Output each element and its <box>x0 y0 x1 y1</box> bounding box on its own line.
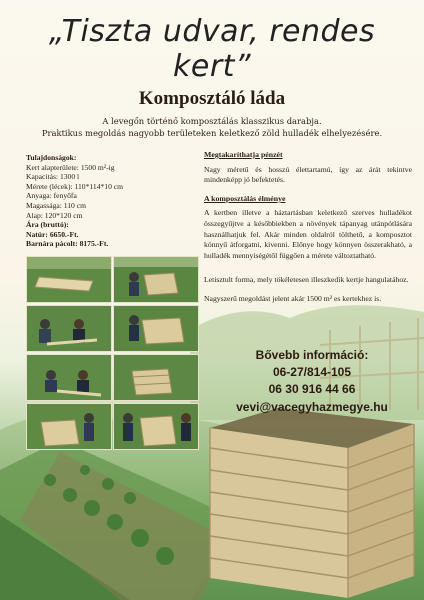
contact-title: Bővebb információ: <box>255 348 369 362</box>
assembly-photo <box>113 305 199 352</box>
intro-line: A levegőn történő komposztálás klasszikus darabja. <box>102 116 322 126</box>
price-stained: Barnára pácolt: 8175.-Ft. <box>26 239 109 249</box>
closing-text: Letisztult forma, mely tökéletesen illeszkedik kertje hangulatához. <box>204 275 409 285</box>
section-text: Nagy méretű és hosszú élettartamú, így az árát tekintve mindenképp jó befektetés. <box>204 164 412 185</box>
mobile-number[interactable]: 06 30 916 44 66 <box>268 382 356 396</box>
closing-text: Nagyszerű megoldást jelent akár 1500 m² es kertekhez is. <box>204 293 382 303</box>
assembly-photo <box>113 354 199 401</box>
assembly-photo <box>26 403 112 450</box>
compost-box-illustration <box>210 408 414 598</box>
contact-info <box>200 347 424 415</box>
assembly-photo <box>26 354 112 401</box>
assembly-photo <box>26 256 112 303</box>
section-heading: Megtakaríthatja pénzét <box>204 150 283 159</box>
intro-line: Praktikus megoldás nagyobb területeken keletkező zöld hulladék elhelyezésére. <box>41 128 383 138</box>
spec-line: Kapacitás: 1300 l <box>26 172 80 182</box>
page-title: „Tiszta udvar, rendes kert” <box>48 14 376 84</box>
assembly-photo <box>26 305 112 352</box>
price-title: Ára (bruttó): <box>26 220 69 230</box>
spec-line: Alap: 120*120 cm <box>26 210 83 220</box>
description-column <box>204 150 412 313</box>
spec-line: Magassága: 110 cm <box>26 200 87 210</box>
specs-title: Tulajdonságok: <box>26 153 77 162</box>
spec-line: Mérete (lécek): 110*114*10 cm <box>26 181 124 191</box>
phone-number[interactable]: 06-27/814-105 <box>272 365 352 379</box>
spec-line: Anyaga: fenyőfa <box>26 191 77 201</box>
email-address[interactable]: vevi@vacegyhazmegye.hu <box>236 400 388 414</box>
product-heading: Komposztáló láda <box>138 88 286 109</box>
intro-text <box>10 115 414 139</box>
price-natural: Natúr: 6650.-Ft. <box>26 229 79 239</box>
section-heading: A komposztálás élménye <box>204 193 286 203</box>
assembly-photo <box>113 403 199 450</box>
assembly-photo <box>113 256 199 303</box>
section-text: A kertben illetve a háztartásban keletkező szerves hulladékot összegyűjtve a későbbiekben a növények tápanyag utánpótlására használhatjuk fel. Akár minden oldalról tölthető, a komposztot könnyű átforgatni, kivenni. Előnye hogy könnyen összerakható, a hulladék mennyiségétől függően a mérete változtatható. <box>204 208 412 260</box>
specs-block <box>26 153 186 249</box>
spec-line: Kert alapterülete: 1500 m²-ig <box>26 162 115 172</box>
